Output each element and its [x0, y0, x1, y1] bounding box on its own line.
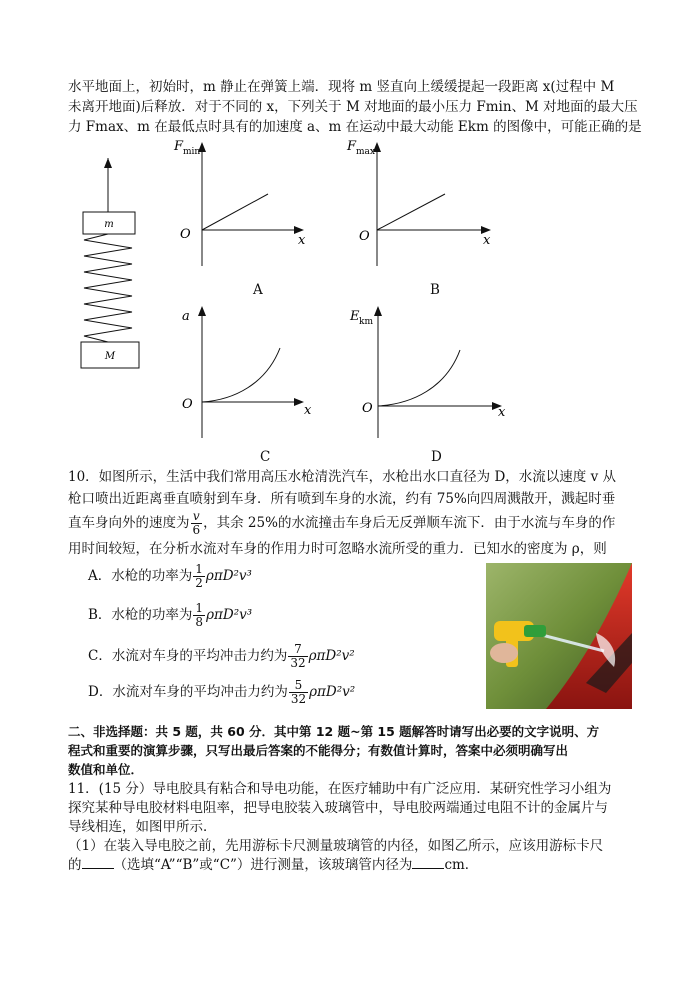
- q10-option-D: D．水流对车身的平均冲击力约为 $\frac{5}{32}$ ρπD²v²: [88, 678, 356, 706]
- q10-line-3: [68, 508, 615, 538]
- q10-line-3-a: 直车身向外的速度为: [68, 515, 190, 531]
- car-wash-photo: [486, 563, 632, 709]
- q10-line-4: 用时间较短，在分析水流对车身的作用力时可忽略水流所受的重力．已知水的密度为 ρ，则: [68, 541, 607, 557]
- graph-A-ysub: min: [183, 147, 201, 157]
- intro-line-3: 力 Fmax、m 在最低点时具有的加速度 a、m 在运动中最大动能 Ekm 的图像中，可能正确的是: [68, 119, 642, 135]
- intro-line-2: 未离开地面)后释放．对于不同的 x，下列关于 M 对地面的最小压力 Fmin、M 对地面的最大压: [68, 99, 638, 115]
- graph-A-origin: O: [180, 227, 191, 242]
- q11-line-3: 导线相连，如图甲所示．: [68, 819, 217, 835]
- graph-A-ylabel: F: [174, 139, 184, 154]
- section2-line-3: 数值和单位．: [68, 762, 144, 777]
- graph-C: [170, 302, 310, 442]
- graph-D-xlabel: x: [498, 405, 506, 420]
- graph-D: [346, 302, 506, 442]
- graph-C-xlabel: x: [304, 403, 312, 418]
- graph-B-xlabel: x: [483, 233, 491, 248]
- q10-fraction-v-over-6: $\frac{v}{6}$: [192, 509, 201, 537]
- graph-A-caption: A: [253, 282, 263, 298]
- q10-line-2: 枪口喷出近距离垂直喷射到车身．所有喷到车身的水流，约有 75%向四周溅散开，溅起时垂: [68, 491, 616, 507]
- graph-D-ysub: km: [359, 317, 373, 327]
- q10-option-C: C．水流对车身的平均冲击力约为 $\frac{7}{32}$ ρπD²v²: [88, 642, 355, 670]
- graph-D-origin: O: [362, 401, 373, 416]
- graph-D-ylabel: E: [350, 309, 360, 324]
- graph-C-origin: O: [182, 397, 193, 412]
- graph-A: [170, 138, 310, 268]
- block-m-label: m: [104, 219, 114, 230]
- q10-line-1: 10．如图所示，生活中我们常用高压水枪清洗汽车，水枪出水口直径为 D，水流以速度 v 从: [68, 469, 617, 485]
- q10-line-3-b: ，其余 25%的水流撞击车身后无反弹顺车流下．由于水流与车身的作: [203, 515, 616, 531]
- graph-A-xlabel: x: [298, 233, 306, 248]
- section2-line-2: 程式和重要的演算步骤，只写出最后答案的不能得分；有数值计算时，答案中必须明确写出: [68, 743, 569, 758]
- graph-D-caption: D: [431, 449, 442, 465]
- q11-line-5: 的 （选填“A”“B”或“C”）进行测量，该玻璃管内径为 cm．: [68, 857, 479, 873]
- intro-line-1: 水平地面上，初始时，m 静止在弹簧上端．现将 m 竖直向上缓缓提起一段距离 x(过程中 M: [68, 79, 615, 95]
- graph-B-ylabel: F: [347, 139, 357, 154]
- graph-B-caption: B: [430, 282, 440, 298]
- graph-B-ysub: max: [356, 147, 375, 157]
- answer-blank-2[interactable]: [412, 856, 444, 869]
- graph-B-origin: O: [359, 229, 370, 244]
- q11-line-2: 探究某种导电胶材料电阻率，把导电胶装入玻璃管中，导电胶两端通过电阻不计的金属片与: [68, 800, 608, 816]
- q11-line-1: 11．(15 分）导电胶具有粘合和导电功能，在医疗辅助中有广泛应用．某研究性学习小组为: [68, 781, 612, 797]
- q10-option-B: B．水枪的功率为 $\frac{1}{8}$ ρπD²v³: [88, 601, 253, 629]
- q10-option-A: A．水枪的功率为 $\frac{1}{2}$ ρπD²v³: [88, 562, 252, 590]
- block-M-label: M: [104, 351, 116, 362]
- answer-blank-1[interactable]: [82, 856, 114, 869]
- section2-line-1: 二、非选择题：共 5 题，共 60 分．其中第 12 题~第 15 题解答时请写出必要的文字说明、方: [68, 724, 600, 739]
- q11-line-4: （1）在装入导电胶之前，先用游标卡尺测量玻璃管的内径，如图乙所示，应该用游标卡尺: [68, 838, 604, 854]
- graph-C-ylabel: a: [182, 309, 190, 324]
- graph-B: [345, 138, 491, 268]
- graph-C-caption: C: [260, 449, 271, 465]
